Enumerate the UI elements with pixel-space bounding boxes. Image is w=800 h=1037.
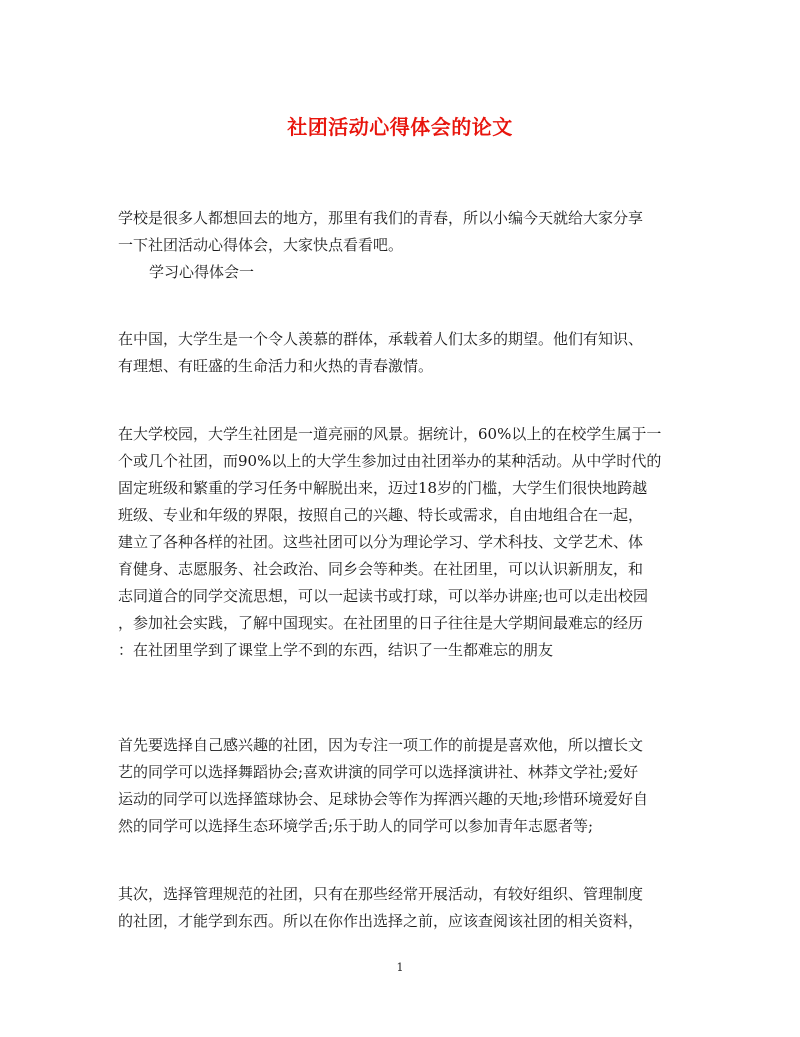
paragraph-line: 一下社团活动心得体会，大家快点看看吧。 [118, 236, 404, 254]
paragraph-line: 的社团，才能学到东西。所以在你作出选择之前，应该查阅该社团的相关资料， [118, 912, 644, 930]
paragraph-line: 志同道合的同学交流思想，可以一起读书或打球，可以举办讲座;也可以走出校园 [118, 587, 649, 605]
paragraph-3 [118, 732, 684, 840]
intro-paragraph [118, 205, 684, 259]
section-heading-block [118, 259, 684, 286]
paragraph-line: 育健身、志愿服务、社会政治、同乡会等种类。在社团里，可以认识新朋友，和 [118, 560, 644, 578]
document-title: 社团活动心得体会的论文 [287, 115, 513, 139]
paragraph-line: 艺的同学可以选择舞蹈协会;喜欢讲演的同学可以选择演讲社、林莽文学社;爱好 [118, 763, 639, 781]
paragraph-line: 在大学校园，大学生社团是一道亮丽的风景。据统计，60%以上的在校学生属于一 [118, 425, 662, 443]
page-number: 1 [396, 961, 404, 974]
paragraph-line: 固定班级和繁重的学习任务中解脱出来，迈过18岁的门槛，大学生们很快地跨越 [118, 479, 648, 497]
paragraph-line: 然的同学可以选择生态环境学舌;乐于助人的同学可以参加青年志愿者等; [118, 817, 594, 835]
paragraph-line: 建立了各种各样的社团。这些社团可以分为理论学习、学术科技、文学艺术、体 [118, 533, 644, 551]
section-heading: 学习心得体会一 [149, 263, 255, 281]
paragraph-line: 个或几个社团，而90%以上的大学生参加过由社团举办的某种活动。从中学时代的 [118, 452, 662, 470]
paragraph-line: 班级、专业和年级的界限，按照自己的兴趣、特长或需求，自由地组合在一起， [118, 506, 644, 524]
paragraph-line: 学校是很多人都想回去的地方，那里有我们的青春，所以小编今天就给大家分享 [118, 209, 644, 227]
paragraph-line: 其次，选择管理规范的社团，只有在那些经常开展活动，有较好组织、管理制度 [118, 885, 644, 903]
paragraph-4 [118, 881, 684, 935]
paragraph-line: ：在社团里学到了课堂上学不到的东西，结识了一生都难忘的朋友 [118, 641, 554, 659]
paragraph-1 [118, 326, 684, 380]
paragraph-line: ，参加社会实践，了解中国现实。在社团里的日子往往是大学期间最难忘的经历 [118, 614, 644, 632]
paragraph-2 [118, 421, 684, 664]
paragraph-line: 在中国，大学生是一个令人羡慕的群体，承载着人们太多的期望。他们有知识、 [118, 330, 644, 348]
paragraph-line: 运动的同学可以选择篮球协会、足球协会等作为挥洒兴趣的天地;珍惜环境爱好自 [118, 790, 649, 808]
paragraph-line: 有理想、有旺盛的生命活力和火热的青春激情。 [118, 357, 434, 375]
paragraph-line: 首先要选择自己感兴趣的社团，因为专注一项工作的前提是喜欢他，所以擅长文 [118, 736, 644, 754]
